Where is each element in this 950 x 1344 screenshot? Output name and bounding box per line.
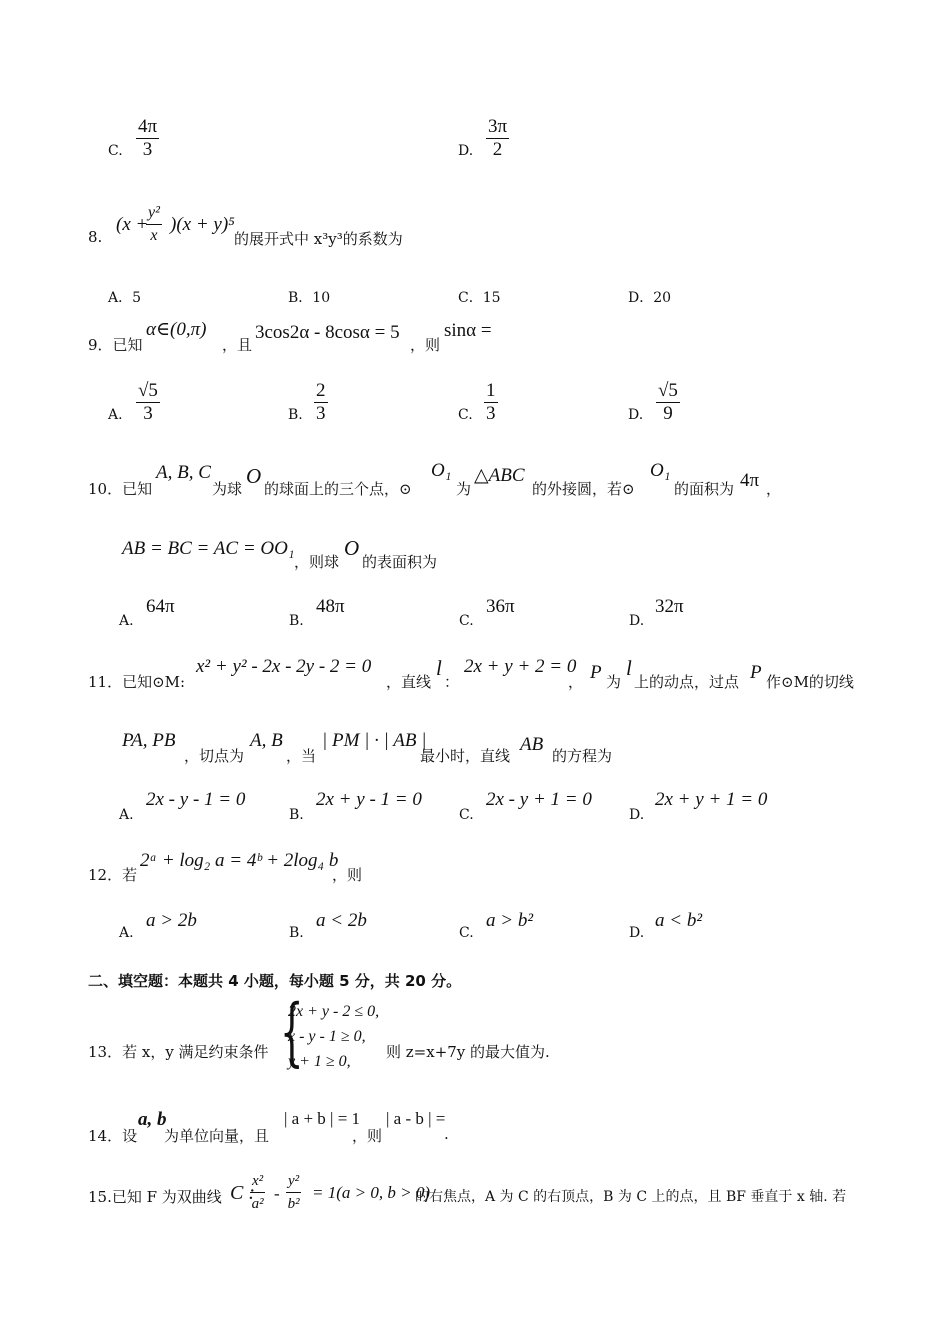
q10-number: 10．已知 (88, 480, 153, 498)
q11-option-b-label: B. (289, 807, 304, 823)
q11-line2-AB: AB (520, 734, 544, 755)
q8-expr-tail: )(x + y)⁵ (170, 214, 235, 235)
q10-option-b-label: B. (289, 613, 304, 629)
q11-option-d-value: 2x + y + 1 = 0 (655, 789, 768, 810)
q11-l: l (436, 656, 442, 680)
q11-option-c-value: 2x - y + 1 = 0 (486, 789, 592, 810)
q10-option-a-label: A. (119, 613, 134, 629)
q15-fraction-1: x² a² (251, 1173, 264, 1212)
q10-O1: O₁ (431, 460, 452, 481)
q10-option-c-label: C. (459, 613, 474, 629)
q10-line2-tail: ，则球 (294, 553, 340, 571)
q15-rest: = 1(a > 0, b > 0) (312, 1183, 430, 1202)
q13-tail: 则 z=x+7y 的最大值为. (386, 1043, 550, 1061)
q11-line2-product: | PM | · | AB | (322, 730, 427, 751)
q11-option-c-label: C. (459, 807, 474, 823)
q13-brace-icon: { (280, 989, 304, 1075)
q10-t6: ， (766, 480, 782, 498)
q10-t3: 为 (456, 480, 472, 498)
q8-expr-lead: (x + (116, 214, 149, 235)
q11-t1: ，直线 (386, 673, 432, 691)
q9-option-d-label: D. (628, 407, 644, 423)
q11-P2: P (750, 662, 762, 683)
q11-P: P (590, 662, 602, 683)
q11-option-a-value: 2x - y - 1 = 0 (146, 789, 246, 810)
q10-line2-end: 的表面积为 (362, 553, 438, 571)
q11-line2-pa: PA, PB (122, 730, 176, 751)
q7-option-d-label: D. (458, 143, 474, 159)
q9-equation: 3cos2α - 8cosα = 5 (255, 322, 400, 343)
q9-condition: α∈(0,π) (146, 319, 207, 340)
q14-t1: 为单位向量，且 (164, 1127, 270, 1145)
q11-option-d-label: D. (629, 807, 645, 823)
q11-t4: 为 (606, 673, 622, 691)
q7-option-c-label: C. (108, 143, 123, 159)
q12-option-d-value: a < b² (655, 910, 703, 931)
q10-t5: 的面积为 (674, 480, 735, 498)
q8-stem: 的展开式中 x³y³的系数为 (234, 230, 403, 248)
q12-tail: ，则 (332, 866, 363, 884)
q11-t3: ， (568, 673, 584, 691)
q10-option-b-value: 48π (316, 596, 345, 617)
q10-line2-O: O (344, 536, 360, 560)
q11-t2: ： (444, 673, 460, 691)
q14-number: 14．设 (88, 1127, 138, 1145)
q11-line2-t2: ，当 (286, 747, 317, 765)
q11-l2: l (626, 656, 632, 680)
q10-t2: 的球面上的三个点，⊙ (264, 480, 412, 498)
q11-number: 11．已知⊙M: (88, 673, 186, 691)
q11-line: 2x + y + 2 = 0 (464, 656, 577, 677)
q11-line2-ab: A, B (250, 730, 283, 751)
section-heading: 二、填空题：本题共 4 小题，每小题 5 分，共 20 分。 (88, 972, 462, 990)
q15-tail: 的右焦点，A 为 C 的右顶点，B 为 C 上的点，且 BF 垂直于 x 轴. 若 (415, 1189, 847, 1205)
q9-tail: ，则 (410, 336, 441, 354)
q9-number: 9．已知 (88, 336, 143, 354)
q9-mid: ，且 (222, 336, 253, 354)
q9-option-b-value: 2 3 (316, 380, 326, 424)
q15-number: 15.已知 F 为双曲线 (88, 1188, 222, 1206)
q11-option-a-label: A. (119, 807, 134, 823)
q11-line2-t1: ，切点为 (184, 747, 245, 765)
q8-option-c: C．15 (458, 290, 501, 306)
q15-C: C : (230, 1182, 255, 1204)
q12-option-d-label: D. (629, 925, 645, 941)
q11-t5: 上的动点，过点 (634, 673, 740, 691)
q13-number: 13．若 x，y 满足约束条件 (88, 1043, 269, 1061)
q9-option-d-value: √5 9 (658, 380, 678, 424)
q8-option-d: D．20 (628, 290, 672, 306)
q9-option-a-label: A. (108, 407, 123, 423)
q13-constraint-2: x - y - 1 ≥ 0, (288, 1028, 366, 1045)
q10-option-a-value: 64π (146, 596, 175, 617)
q10-line2-equation: AB = BC = AC = OO₁ (122, 538, 295, 559)
q12-option-c-label: C. (459, 925, 474, 941)
q9-option-a-value: √5 3 (138, 380, 158, 424)
q11-line2-t3: 最小时，直线 (420, 747, 511, 765)
q10-O: O (246, 464, 262, 488)
q10-triangle: △ABC (474, 465, 525, 486)
q14-end: . (444, 1125, 449, 1143)
q11-line2-t4: 的方程为 (552, 747, 613, 765)
q14-eq1: | a + b | = 1 (284, 1109, 361, 1128)
q13-constraint-1: 2x + y - 2 ≤ 0, (288, 1003, 380, 1020)
q15-fraction-2: y² b² (287, 1173, 300, 1212)
q8-option-a: A．5 (108, 290, 142, 306)
q14-vectors: a, b (138, 1109, 167, 1130)
q8-option-b: B．10 (288, 290, 331, 306)
q10-t1: 为球 (212, 480, 243, 498)
q12-option-c-value: a > b² (486, 910, 534, 931)
q7-option-d-value: 3π 2 (488, 116, 508, 160)
q8-number: 8. (88, 228, 103, 246)
q10-option-c-value: 36π (486, 596, 515, 617)
q13-constraint-3: y + 1 ≥ 0, (288, 1053, 351, 1070)
q10-points: A, B, C (156, 462, 211, 483)
q12-option-b-value: a < 2b (316, 910, 367, 931)
q10-option-d-label: D. (629, 613, 645, 629)
q11-option-b-value: 2x + y - 1 = 0 (316, 789, 422, 810)
q12-option-b-label: B. (289, 925, 304, 941)
q14-t2: ，则 (352, 1127, 383, 1145)
q12-option-a-label: A. (119, 925, 134, 941)
q14-eq2: | a - b | = (386, 1109, 446, 1128)
q9-option-b-label: B. (288, 407, 303, 423)
q12-number: 12．若 (88, 866, 138, 884)
q9-option-c-label: C. (458, 407, 473, 423)
q9-option-c-value: 1 3 (486, 380, 496, 424)
q10-O1-b: O₁ (650, 460, 671, 481)
q12-option-a-value: a > 2b (146, 910, 197, 931)
q12-equation: 2ᵃ + log₂ a = 4ᵇ + 2log₄ b (140, 850, 339, 871)
q8-expr-fraction: y² x (148, 204, 160, 244)
q7-option-c-value: 4π 3 (138, 116, 158, 160)
q10-area: 4π (740, 470, 760, 491)
q15-minus: - (274, 1184, 280, 1203)
q10-option-d-value: 32π (655, 596, 684, 617)
q11-circle: x² + y² - 2x - 2y - 2 = 0 (196, 656, 372, 677)
q9-ask: sinα = (444, 320, 492, 341)
q11-t6: 作⊙M的切线 (766, 673, 854, 691)
q10-t4: 的外接圆，若⊙ (532, 480, 635, 498)
